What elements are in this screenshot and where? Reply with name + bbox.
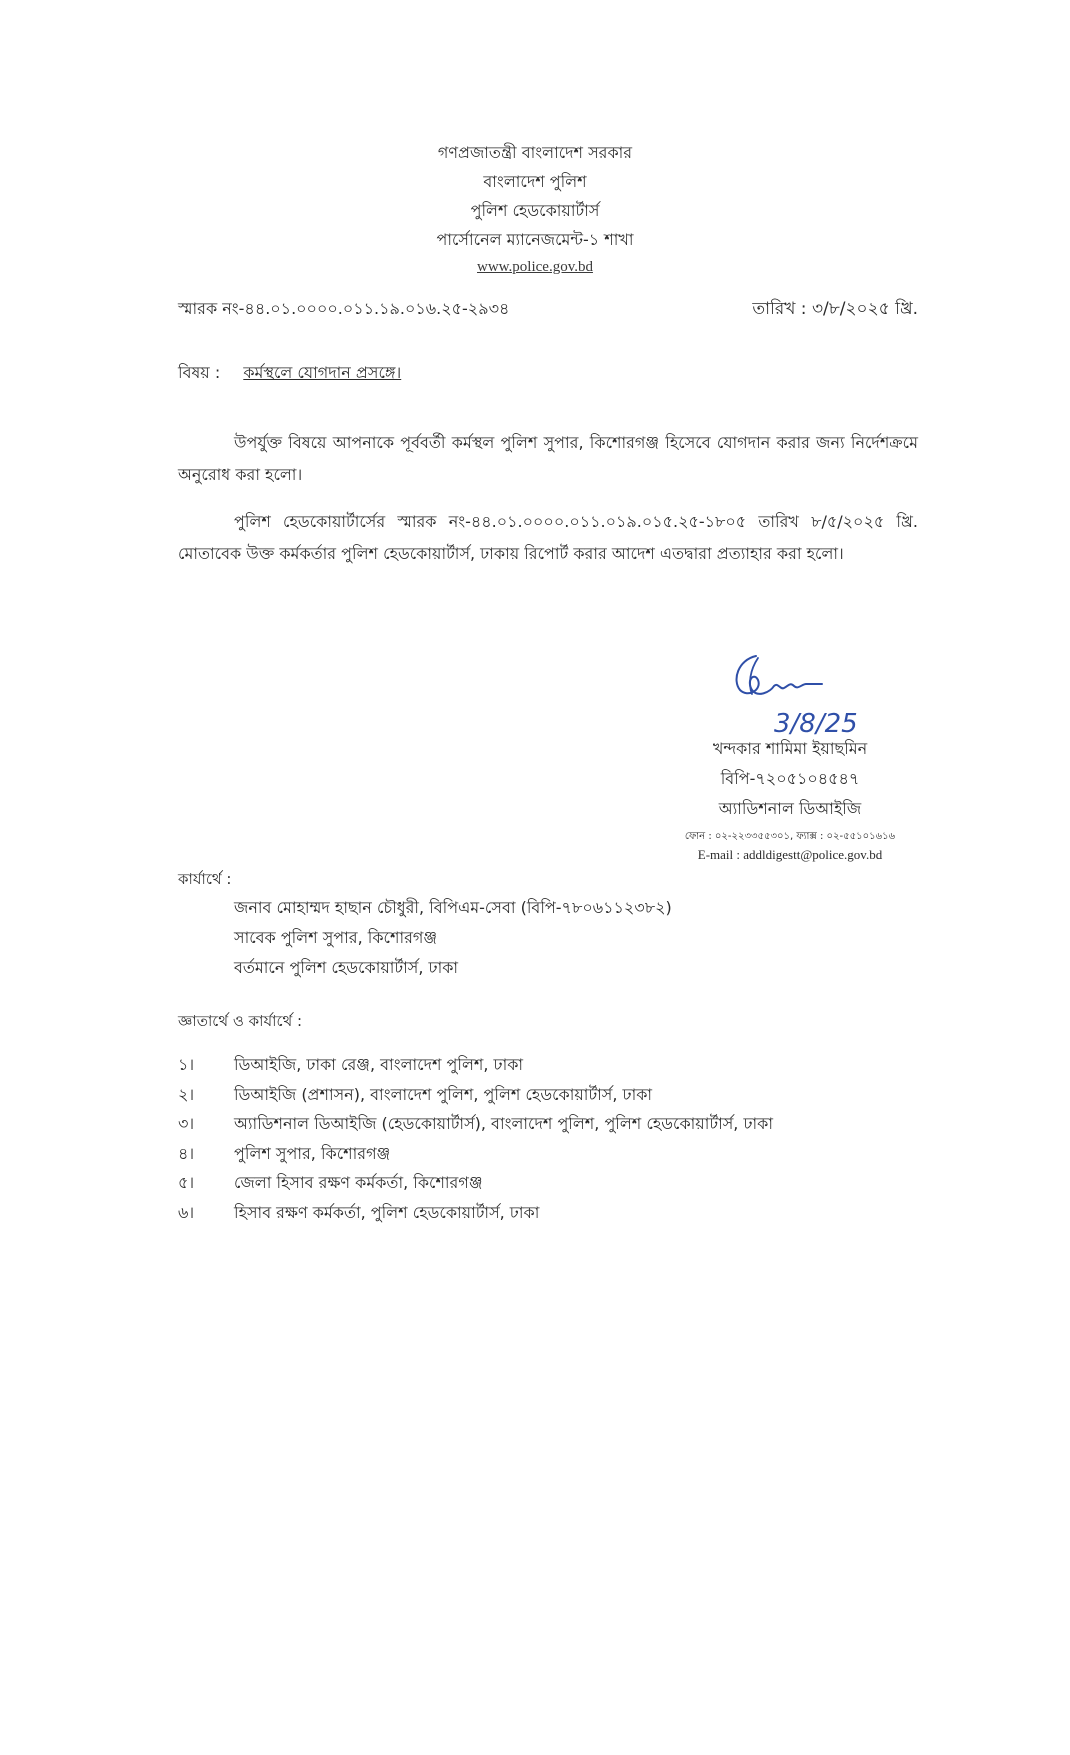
paragraph-2-text: পুলিশ হেডকোয়ার্টার্সের স্মারক নং-৪৪.০১.০০০০.০১১.০১৯.০১৫.২৫-১৮০৫ তারিখ ৮/৫/২০২৫ খ্রি. মোতাবেক উক্ত কর্মকর্তার পুলিশ হেডকোয়ার্টার্স, ঢাকায় রিপোর্ট করার আদেশ এতদ্বারা প্রত্যাহার করা হলো। [178, 512, 918, 563]
letterhead [0, 138, 1070, 280]
recipient-former-post: সাবেক পুলিশ সুপার, কিশোরগঞ্জ [234, 928, 438, 947]
subject-label: বিষয় : [178, 363, 221, 382]
recipient-block [234, 893, 672, 983]
list-item: ২। ডিআইজি (প্রশাসন), বাংলাদেশ পুলিশ, পুলিশ হেডকোয়ার্টার্স, ঢাকা [178, 1084, 653, 1104]
list-item: ৩। অ্যাডিশনাল ডিআইজি (হেডকোয়ার্টার্স), বাংলাদেশ পুলিশ, পুলিশ হেডকোয়ার্টার্স, ঢাকা [178, 1114, 773, 1133]
subject-line [178, 360, 401, 387]
signatory-bp-number: বিপি-৭২০৫১০৪৫৪৭ [720, 769, 860, 788]
branch-name: পার্সোনেল ম্যানেজমেন্ট-১ শাখা [436, 230, 634, 249]
recipient-name: জনাব মোহাম্মদ হাছান চৌধুরী, বিপিএম-সেবা (বিপি-৭৮০৬১১২৩৮২) [234, 898, 672, 917]
body-paragraph-1 [178, 427, 918, 491]
signatory-phone-fax: ফোন : ০২-২২৩৩৫৫৩০১, ফ্যাক্স : ০২-৫৫১০১৬১৬ [684, 831, 896, 842]
signatory-designation: অ্যাডিশনাল ডিআইজি [718, 799, 862, 818]
signature-date: 3/8/25 [774, 709, 858, 739]
action-label: কার্যার্থে : [178, 870, 232, 888]
distribution-list [178, 1050, 773, 1227]
signatory-details [600, 734, 980, 864]
distribution-label: জ্ঞাতার্থে ও কার্যার্থে : [178, 1012, 303, 1030]
memo-date: তারিখ : ৩/৮/২০২৫ খ্রি. [752, 299, 918, 319]
office-name: পুলিশ হেডকোয়ার্টার্স [470, 201, 600, 220]
list-item: ৫। জেলা হিসাব রক্ষণ কর্মকর্তা, কিশোরগঞ্জ [178, 1173, 483, 1192]
list-item: ১। ডিআইজি, ঢাকা রেঞ্জ, বাংলাদেশ পুলিশ, ঢাকা [178, 1055, 524, 1074]
paragraph-1-text: উপর্যুক্ত বিষয়ে আপনাকে পূর্ববর্তী কর্মস্থল পুলিশ সুপার, কিশোরগঞ্জ হিসেবে যোগদান করার জন্য নির্দেশক্রমে অনুরোধ করা হলো। [178, 433, 918, 484]
list-item: ৪। পুলিশ সুপার, কিশোরগঞ্জ [178, 1143, 391, 1163]
website-link[interactable]: www.police.gov.bd [477, 259, 593, 275]
body-paragraph-2 [178, 506, 918, 570]
list-item: ৬। হিসাব রক্ষণ কর্মকর্তা, পুলিশ হেডকোয়ার্টার্স, ঢাকা [178, 1202, 540, 1222]
government-name: গণপ্রজাতন্ত্রী বাংলাদেশ সরকার [437, 143, 633, 162]
subject-text: কর্মস্থলে যোগদান প্রসঙ্গে। [243, 363, 402, 382]
handwritten-signature [718, 650, 858, 740]
signatory-name: খন্দকার শামিমা ইয়াছমিন [712, 739, 868, 758]
memo-number: স্মারক নং-৪৪.০১.০০০০.০১১.১৯.০১৬.২৫-২৯৩৪ [178, 299, 510, 318]
signatory-email: E-mail : addldigestt@police.gov.bd [697, 847, 883, 862]
department-name: বাংলাদেশ পুলিশ [483, 172, 587, 191]
recipient-current-post: বর্তমানে পুলিশ হেডকোয়ার্টার্স, ঢাকা [234, 958, 459, 977]
